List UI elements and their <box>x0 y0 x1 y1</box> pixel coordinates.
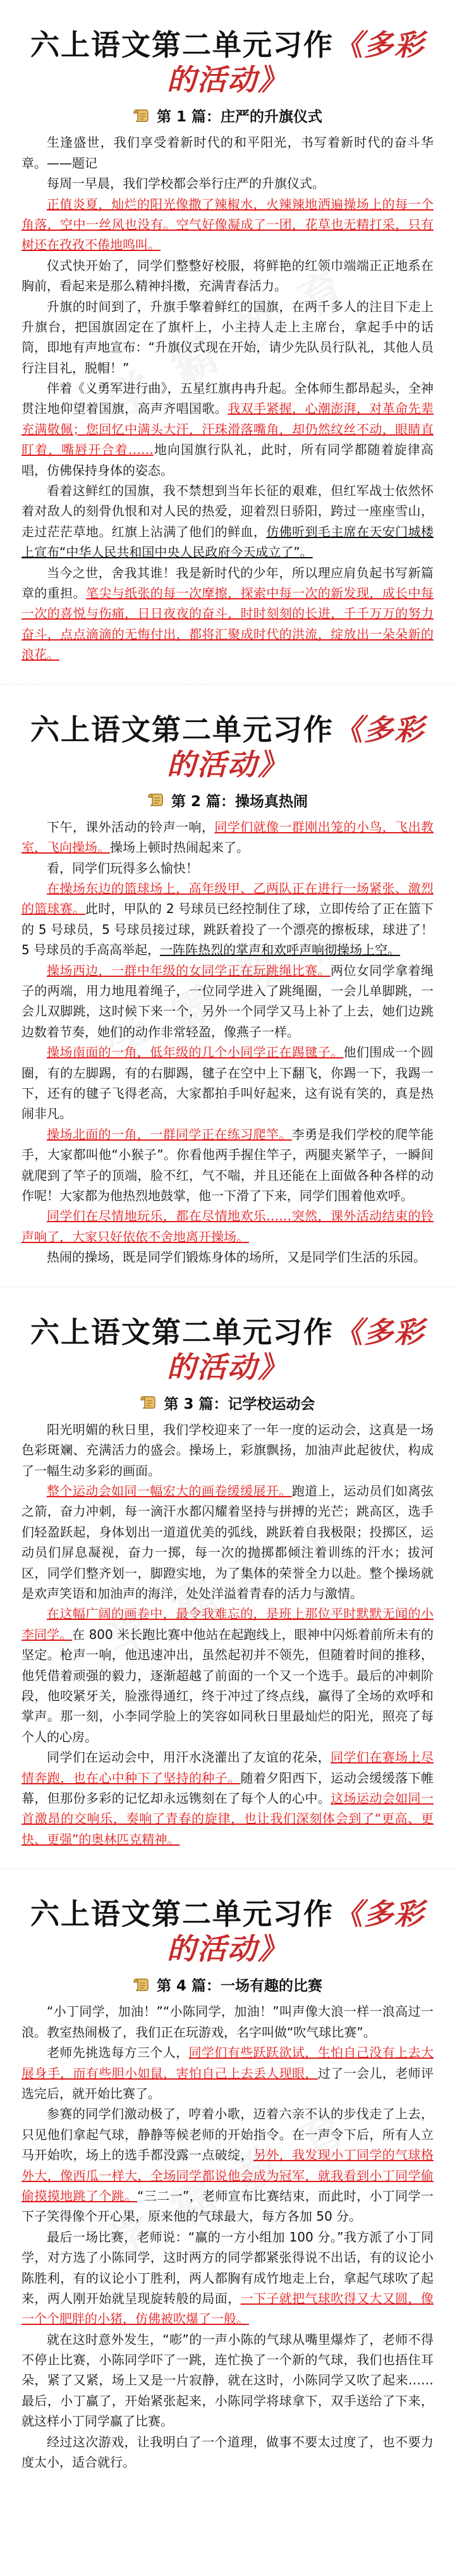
text-run: 当今之世，舍我其谁！我是新时代的少年，所以理应肩负起书写新篇章的重担。 <box>21 565 434 601</box>
essay-body <box>21 132 434 665</box>
paragraph <box>21 1247 434 1267</box>
essay-title-main: 六上语文第二单元习作 <box>30 28 334 62</box>
subtitle-row <box>21 1974 434 1995</box>
highlighted-sentence: 同学们在赛场上尽情奔跑，也在心中种下了坚持的种子。 <box>21 1750 434 1786</box>
subtitle-row <box>21 105 434 126</box>
scroll-icon <box>133 107 150 124</box>
paragraph <box>21 878 434 960</box>
essay-body <box>21 1420 434 1849</box>
paragraph <box>21 2104 434 2226</box>
essay-section-2 <box>0 684 455 1287</box>
paragraph <box>21 1747 434 1849</box>
subtitle-row <box>21 1392 434 1413</box>
scroll-icon <box>140 1394 157 1411</box>
text-run: “三二一”，老师宣布比赛结束，而此时，小丁同学一下子笑得像个开心果，原来他的气球最大，每方各加 50 分。 <box>21 2188 434 2224</box>
highlighted-sentence: 操场北面的一角，一群同学正在练习爬竿。 <box>47 1126 292 1142</box>
paragraph <box>21 1420 434 1481</box>
text-run: 操场上顿时热闹起来了。 <box>110 840 249 856</box>
text-run: 跑道上，运动员们如离弦之箭，奋力冲刺，每一滴汗水都闪耀着坚持与拼搏的光芒；跳高区，选手们轻盈跃起，身体划出一道道优美的弧线，跳跃着自我极限；投掷区，运动员们屏息凝视，奋力一掷，每一次的抛掷都倾注着训练的汗水；拔河区，同学们整齐划一，脚蹬实地，为了集体的荣誉全力以赴。整个操场就是欢声笑语和加油声的海洋，处处洋溢着青春的活力与激情。 <box>21 1483 434 1601</box>
essay-section-4 <box>0 1868 455 2491</box>
paragraph <box>21 1604 434 1747</box>
paragraph <box>21 378 434 481</box>
text-run: 伴着《义勇军进行曲》，五星红旗冉冉升起。全体师生都昂起头，全神贯注地仰望着国旗，高声齐唱国歌。 <box>21 381 434 417</box>
essay-title-highlight: 《多彩的活动》 <box>167 28 425 97</box>
text-run: 阳光明媚的秋日里，我们学校迎来了一年一度的运动会，这真是一场色彩斑斓、充满活力的盛会。操场上，彩旗飘扬，加油声此起彼伏，构成了一幅生动多彩的画面。 <box>21 1421 434 1478</box>
text-run: 同学们在运动会中，用汗水浇灌出了友谊的花朵， <box>47 1750 331 1765</box>
text-run: 最后一场比赛，老师说：“赢的一方小组加 100 分。”我方派了小丁同学，对方选了小陈同学，这时两方的同学都紧张得说不出话，有的议论小陈胜利，有的议论小丁胜利，两人都胸有成竹地走上台，拿起气球吹了起来，两人刚开始就呈现旋转般的局面， <box>21 2229 434 2306</box>
essay-section-1 <box>0 0 455 684</box>
essay-title-highlight: 《多彩的活动》 <box>167 712 425 782</box>
paragraph <box>21 2042 434 2104</box>
highlighted-sentence: 仿佛听到毛主席在天安门城楼上宣布“中华人民共和国中央人民政府今天成立了”。 <box>21 524 434 560</box>
text-run: 他们围成一个圆圈，有的左脚踢，有的右脚踢，毽子在空中上下翻飞，你踢一下，我踢一下，还有的毽子飞得老高，大家都拍手叫好起来，这有说有笑的，真是热闹非凡。 <box>21 1045 434 1122</box>
highlighted-sentence: 整个运动会如同一幅宏大的画卷缓缓展开。 <box>47 1483 292 1499</box>
text-run: 在 800 米长跑比赛中他站在起跑线上，眼神中闪烁着前所未有的坚定。枪声一响，他迅速冲出，虽然起初并不领先，但随着时间的推移，他凭借着顽强的毅力，逐渐超越了前面的一个又一个选手。最后的冲刺阶段，他咬紧牙关，脸涨得通红，终于冲过了终点线，赢得了全场的欢呼和掌声。那一刻，小李同学脸上的笑容如同秋日里最灿烂的阳光，照亮了每个人的心房。 <box>21 1626 434 1745</box>
essay-title <box>21 1897 434 1966</box>
essay-title-main: 六上语文第二单元习作 <box>30 1897 334 1932</box>
text-run: 热闹的操场，既是同学们锻炼身体的场所，又是同学们生活的乐园。 <box>47 1249 426 1265</box>
paragraph <box>21 1124 434 1206</box>
text-run: 此时，甲队的 2 号球员已经控制住了球，立即传给了正在篮下的 5 号球员，5 号球员接过球，跳跃着投了一个漂亮的擦板球，球进了！5 号球员的手高高举起， <box>21 901 434 958</box>
highlighted-sentence: 在操场东边的篮球场上，高年级甲、乙两队正在进行一场紧张、激烈的篮球赛。 <box>21 881 434 917</box>
essay-title <box>21 1315 434 1385</box>
essay-subtitle: 第 4 篇：一场有趣的比赛 <box>156 1978 323 1995</box>
highlighted-sentence: 操场西边，一群中年级的女同学正在玩跳绳比赛。 <box>47 962 331 978</box>
text-run: 看着这鲜红的国旗，我不禁想到当年长征的艰难，但红军战士依然怀着对敌人的刻骨仇恨和对人民的热爱，迎着烈日骄阳，跨过一座座雪山，走过茫茫草地。红旗上沾满了他们的鲜血， <box>21 483 434 539</box>
essay-title <box>21 713 434 782</box>
paragraph <box>21 132 434 173</box>
paragraph <box>21 1481 434 1604</box>
text-run: 下午，课外活动的铃声一响， <box>47 819 215 835</box>
paragraph <box>21 1206 434 1247</box>
paragraph <box>21 960 434 1043</box>
paragraph <box>21 817 434 858</box>
text-run: 随着夕阳西下，运动会缓缓落下帷幕，但那份多彩的记忆却永远镌刻在了每个人的心中。 <box>21 1770 434 1806</box>
text-run: 升旗的时间到了，升旗手擎着鲜红的国旗，在两千多人的注目下走上升旗台，把国旗固定在了旗杆上，小主持人走上主席台，拿起手中的话筒，即地有声地宣布：“升旗仪式现在开始，请少先队员行队礼，其他人员行注目礼，脱帽！” <box>21 298 434 376</box>
essay-title-highlight: 《多彩的活动》 <box>167 1315 425 1384</box>
paragraph <box>21 1042 434 1124</box>
paragraph <box>21 2329 434 2432</box>
paragraph <box>21 481 434 563</box>
essay-title-highlight: 《多彩的活动》 <box>167 1897 425 1966</box>
text-run: 地向国旗行队礼，此时，所有同学都随着旋律高唱，仿佛保持身体的姿态。 <box>21 442 434 478</box>
highlighted-sentence: 同学们有些跃跃欲试，生怕自己没有上去大展身手，而有些胆小如鼠，害怕自己上去丢人现眼， <box>21 2045 434 2081</box>
highlighted-sentence: 一阵阵热烈的掌声和欢呼声响彻操场上空。 <box>160 942 401 958</box>
highlighted-sentence: 另外，我发现小丁同学的气球格外大，像西瓜一样大，全场同学都说他会成为冠军，就我看到小丁同学偷偷摸摸地跳了个跳。 <box>21 2147 434 2204</box>
highlighted-sentence: 我双手紧握，心潮澎湃，对革命先辈充满敬佩；您回忆中满头大汗，汗珠滑落嘴角，却仍然纹丝不动，眼睛直盯着，嘴唇开合着…… <box>21 401 434 458</box>
essay-section-3 <box>0 1287 455 1869</box>
essay-subtitle: 第 1 篇：庄严的升旗仪式 <box>156 109 323 126</box>
paragraph <box>21 297 434 379</box>
essay-title-main: 六上语文第二单元习作 <box>30 1315 334 1349</box>
essay-body <box>21 817 434 1268</box>
paragraph <box>21 2432 434 2473</box>
paragraph <box>21 858 434 878</box>
essay-subtitle: 第 3 篇：记学校运动会 <box>164 1395 315 1413</box>
essay-body <box>21 2001 434 2472</box>
text-run: 李勇是我们学校的爬竿能手，大家都叫他“小猴子”。你看他两手握住竿子，两腿夹紧竿子，一瞬间就爬到了竿子的顶端，脸不红，气不喘，并且还能在上面做各种各样的动作呢！大家都为他热烈地鼓掌，他一下滑了下来，同学们围着他欢呼。 <box>21 1126 434 1203</box>
scroll-icon <box>147 792 165 808</box>
highlighted-sentence: 同学们就像一群刚出笼的小鸟，飞出教室，飞向操场。 <box>21 819 434 856</box>
highlighted-sentence: 在这幅广阔的画卷中，最令我难忘的，是班上那位平时默默无闻的小李同学。 <box>21 1606 434 1642</box>
paragraph <box>21 173 434 193</box>
text-run: 每周一早晨，我们学校都会举行庄严的升旗仪式。 <box>47 176 325 192</box>
essay-title-main: 六上语文第二单元习作 <box>30 712 334 747</box>
highlighted-sentence: 同学们在尽情地玩乐，都在尽情地欢乐……突然，课外活动结束的铃声响了，大家只好依依不舍地离开操场。 <box>21 1208 434 1244</box>
paragraph <box>21 2001 434 2042</box>
text-run: 过了一会儿，老师评选完后，就开始比赛了。 <box>21 2065 434 2102</box>
essay-title <box>21 28 434 97</box>
highlighted-sentence: 操场南面的一角，低年级的几个小同学正在踢毽子。 <box>47 1045 344 1060</box>
paragraph <box>21 2227 434 2329</box>
text-run: 参赛的同学们激动极了，哼着小歌，迈着六亲不认的步伐走了上去，只见他们拿起气球，静静等候老师的开始指令。在一声令下后，所有人立马开始吹，场上的选手都没露一点破绽， <box>21 2106 434 2163</box>
highlighted-sentence: 这场运动会如同一首激昂的交响乐，奏响了青春的旋律，也让我们深刻体会到了“更高、更快、更强”的奥林匹克精神。 <box>21 1790 434 1847</box>
text-run: 生逢盛世，我们享受着新时代的和平阳光，书写着新时代的奋斗华章。——题记 <box>21 135 434 171</box>
paragraph <box>21 194 434 255</box>
paragraph <box>21 563 434 665</box>
text-run: 仪式快开始了，同学们整整好校服，将鲜艳的红领巾端端正正地系在胸前，看起来是那么精神抖擞，充满青春活力。 <box>21 257 434 294</box>
text-run: 经过这次游戏，让我明白了一个道理，做事不要太过度了，也不要力度太小，适合就行。 <box>21 2434 434 2470</box>
highlighted-sentence: 一下子就把气球吹得又大又圆，像一个个肥胖的小猪，仿佛被吹爆了一般。 <box>21 2290 434 2327</box>
highlighted-sentence: 笔尖与纸张的每一次摩擦，探索中每一次的新发现，成长中每一次的喜悦与伤痛，日日夜夜的奋斗，时时刻刻的长进，千千万万的努力奋斗，点点滴滴的无悔付出，都将汇聚成时代的洪流，绽放出一朵朵新的浪花。 <box>21 585 434 663</box>
text-run: 看，同学们玩得多么愉快！ <box>47 860 198 876</box>
highlighted-sentence: 正值炎夏，灿烂的阳光像撒了辣椒水，火辣辣地洒遍操场上的每一个角落，空中一丝风也没有。空气好像凝成了一团，花草也无精打采，只有树还在孜孜不倦地鸣叫。 <box>21 196 434 253</box>
scroll-icon <box>133 1977 150 1993</box>
text-run: 老师先挑选每方三个人， <box>47 2045 189 2061</box>
essay-subtitle: 第 2 篇：操场真热闹 <box>171 793 308 810</box>
subtitle-row <box>21 790 434 811</box>
paragraph <box>21 255 434 297</box>
text-run: “小丁同学，加油！”“小陈同学，加油！”叫声像大浪一样一浪高过一浪。教室热闹极了，我们正在玩游戏，名字叫做“吹气球比赛”。 <box>21 2004 434 2040</box>
text-run: 两位女同学拿着绳子的两端，用力地甩着绳子，一位同学进入了跳绳圈，一会儿单脚跳，一会儿双脚跳，这时候下来一个，另外一个同学又马上补了上去，她们边跳边数着节奏，她们的动作非常轻盈，像燕子一样。 <box>21 962 434 1040</box>
text-run: 就在这时意外发生，“嘭”的一声小陈的气球从嘴里爆炸了，老师不得不停止比赛，小陈同学吓了一跳，连忙换了一个新的气球，我们也捂住耳朵，紧了又紧，场上又是一片寂静，就在这时，小陈同学又吹了起来……最后，小丁赢了，开始紧张起来，小陈同学将球拿下，双手送给了下来，就这样小丁同学赢了比赛。 <box>21 2331 434 2429</box>
